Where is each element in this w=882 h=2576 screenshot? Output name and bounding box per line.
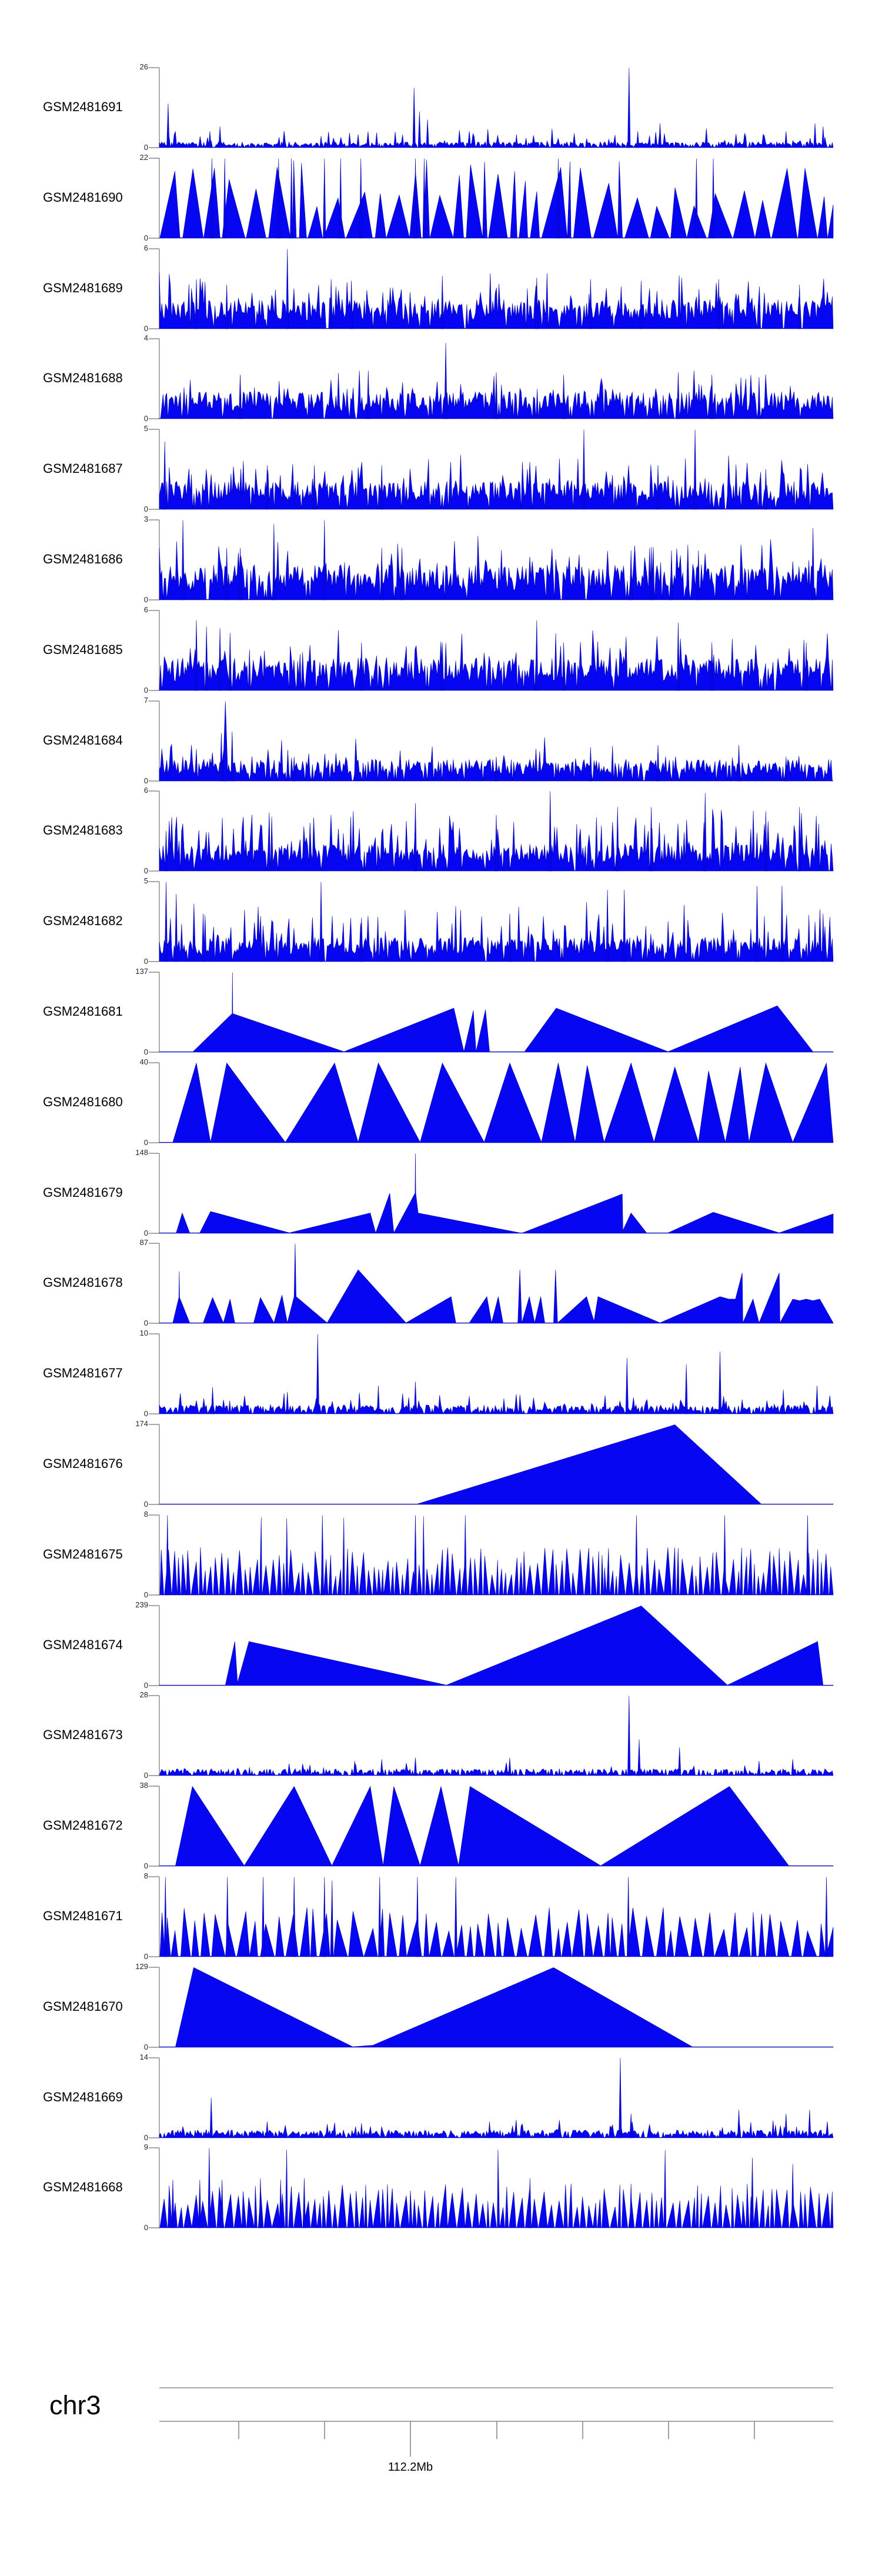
y-zero-tick-label: 0: [143, 233, 148, 242]
genome-axis-ruler: [149, 2376, 834, 2476]
signal-area: [159, 1606, 833, 1686]
signal-area: [159, 1968, 833, 2048]
y-axis-bracket: [149, 1243, 159, 1323]
y-axis-bracket: [149, 2058, 159, 2138]
track-row: [0, 243, 882, 333]
y-zero-tick-label: 0: [143, 595, 148, 604]
track-plot: [149, 790, 836, 872]
y-max-tick-label: 174: [135, 1419, 148, 1428]
track-row: [0, 515, 882, 604]
y-zero-tick-label: 0: [143, 1952, 148, 1961]
track-row: [0, 1781, 882, 1870]
y-max-tick-label: 10: [139, 1329, 148, 1337]
y-axis-bracket: [149, 68, 159, 148]
y-axis-bracket: [149, 1424, 159, 1504]
y-axis-bracket: [149, 429, 159, 509]
track-label: GSM2481670: [43, 1998, 123, 2014]
y-zero-tick-label: 0: [143, 1047, 148, 1056]
y-axis-bracket: [149, 1606, 159, 1686]
track-plot: [149, 1243, 836, 1324]
signal-area: [210, 2058, 811, 2138]
track-row: [0, 876, 882, 966]
y-zero-tick-label: 0: [143, 1409, 148, 1418]
signal-area: [167, 68, 825, 148]
track-label: GSM2481671: [43, 1908, 123, 1923]
y-axis-bracket: [149, 249, 159, 329]
y-axis-bracket: [149, 972, 159, 1052]
y-zero-tick-label: 0: [143, 2043, 148, 2051]
signal-area: [159, 1063, 833, 1143]
signal-area: [159, 1787, 833, 1867]
track-label: GSM2481685: [43, 642, 123, 657]
y-max-tick-label: 148: [135, 1148, 148, 1157]
track-row: [0, 1510, 882, 1599]
track-plot: [149, 67, 836, 149]
y-zero-tick-label: 0: [143, 957, 148, 966]
track-plot: [149, 1967, 836, 2048]
signal-area: [159, 455, 833, 509]
track-row: [0, 1148, 882, 1237]
track-plot: [149, 700, 836, 782]
y-max-tick-label: 6: [143, 243, 148, 252]
track-plot: [149, 158, 836, 239]
signal-area: [159, 2120, 833, 2138]
y-axis-bracket: [149, 1877, 159, 1957]
y-max-tick-label: 9: [143, 2143, 148, 2151]
track-label: GSM2481672: [43, 1817, 123, 1833]
axis-tick-label: 112.2Mb: [387, 2461, 433, 2474]
signal-area: [159, 973, 833, 1053]
track-row: [0, 1962, 882, 2051]
track-label: GSM2481680: [43, 1094, 123, 1109]
y-max-tick-label: 137: [135, 967, 148, 976]
y-max-tick-label: 6: [143, 605, 148, 614]
track-label: GSM2481668: [43, 2179, 123, 2194]
signal-area: [159, 1154, 833, 1234]
y-zero-tick-label: 0: [143, 1500, 148, 1509]
signal-area: [159, 1425, 833, 1505]
track-row: [0, 2053, 882, 2142]
track-label: GSM2481675: [43, 1546, 123, 1561]
signal-area: [159, 536, 833, 600]
y-axis-bracket: [149, 158, 159, 238]
y-max-tick-label: 239: [135, 1600, 148, 1609]
y-max-tick-label: 22: [139, 153, 148, 162]
y-max-tick-label: 8: [143, 1510, 148, 1519]
track-plot: [149, 1424, 836, 1506]
track-label: GSM2481682: [43, 913, 123, 928]
track-label: GSM2481691: [43, 99, 123, 114]
y-axis-bracket: [149, 1515, 159, 1595]
y-zero-tick-label: 0: [143, 2223, 148, 2232]
track-row: [0, 333, 882, 423]
y-zero-tick-label: 0: [143, 1138, 148, 1147]
signal-area: [159, 902, 833, 962]
y-zero-tick-label: 0: [143, 686, 148, 695]
y-max-tick-label: 4: [143, 333, 148, 342]
track-row: [0, 605, 882, 695]
track-label: GSM2481669: [43, 2089, 123, 2104]
track-row: [0, 1238, 882, 1327]
y-max-tick-label: 5: [143, 876, 148, 885]
y-zero-tick-label: 0: [143, 324, 148, 333]
y-axis-bracket: [149, 520, 159, 600]
track-label: GSM2481688: [43, 370, 123, 385]
signal-area: [159, 1516, 833, 1595]
y-axis-bracket: [149, 882, 159, 962]
track-plot: [149, 248, 836, 330]
y-axis-bracket: [149, 610, 159, 690]
y-zero-tick-label: 0: [143, 866, 148, 875]
y-axis-bracket: [149, 1967, 159, 2047]
signal-area: [159, 1244, 833, 1324]
y-axis-bracket: [149, 1786, 159, 1866]
track-row: [0, 786, 882, 875]
track-label: GSM2481673: [43, 1727, 123, 1742]
y-max-tick-label: 5: [143, 424, 148, 433]
signal-area: [159, 1763, 833, 1776]
signal-area: [159, 272, 833, 329]
y-max-tick-label: 87: [139, 1238, 148, 1247]
y-zero-tick-label: 0: [143, 505, 148, 513]
track-row: [0, 1690, 882, 1780]
y-max-tick-label: 6: [143, 786, 148, 795]
track-plot: [149, 2057, 836, 2139]
track-plot: [149, 1876, 836, 1958]
y-zero-tick-label: 0: [143, 1319, 148, 1327]
y-max-tick-label: 14: [139, 2053, 148, 2061]
track-row: [0, 62, 882, 152]
y-max-tick-label: 3: [143, 515, 148, 523]
track-row: [0, 1057, 882, 1147]
track-plot: [149, 610, 836, 692]
y-axis-bracket: [149, 791, 159, 871]
track-plot: [149, 429, 836, 510]
track-plot: [149, 1153, 836, 1234]
track-label: GSM2481686: [43, 551, 123, 566]
signal-area: [353, 1696, 794, 1776]
y-zero-tick-label: 0: [143, 1590, 148, 1599]
track-row: [0, 1419, 882, 1509]
y-zero-tick-label: 0: [143, 1771, 148, 1780]
track-label: GSM2481678: [43, 1274, 123, 1290]
y-zero-tick-label: 0: [143, 143, 148, 152]
y-axis-bracket: [149, 2148, 159, 2228]
y-axis-bracket: [149, 339, 159, 419]
track-plot: [149, 2147, 836, 2229]
chromosome-label: chr3: [49, 2390, 101, 2420]
track-plot: [149, 881, 836, 963]
track-plot: [149, 1333, 836, 1415]
y-axis-bracket: [149, 1153, 159, 1233]
track-label: GSM2481689: [43, 280, 123, 295]
track-row: [0, 153, 882, 242]
track-plot: [149, 1605, 836, 1687]
track-plot: [149, 972, 836, 1053]
track-row: [0, 1329, 882, 1418]
y-max-tick-label: 28: [139, 1690, 148, 1699]
track-label: GSM2481677: [43, 1365, 123, 1380]
signal-area: [211, 1334, 818, 1414]
signal-area: [159, 1881, 833, 1957]
track-label: GSM2481679: [43, 1184, 123, 1200]
track-plot: [149, 1514, 836, 1596]
track-label: GSM2481690: [43, 189, 123, 205]
track-row: [0, 696, 882, 785]
track-label: GSM2481681: [43, 1003, 123, 1019]
track-row: [0, 424, 882, 513]
track-label: GSM2481674: [43, 1637, 123, 1652]
y-max-tick-label: 129: [135, 1962, 148, 1971]
y-max-tick-label: 7: [143, 696, 148, 705]
y-zero-tick-label: 0: [143, 1229, 148, 1237]
y-axis-bracket: [149, 1334, 159, 1414]
y-zero-tick-label: 0: [143, 1681, 148, 1690]
track-label: GSM2481684: [43, 732, 123, 748]
y-max-tick-label: 38: [139, 1781, 148, 1790]
y-zero-tick-label: 0: [143, 1861, 148, 1870]
signal-area: [159, 128, 833, 148]
track-label: GSM2481683: [43, 822, 123, 837]
signal-area: [159, 630, 833, 690]
track-label: GSM2481687: [43, 461, 123, 476]
track-plot: [149, 1062, 836, 1144]
track-plot: [149, 1695, 836, 1777]
signal-area: [159, 1393, 833, 1414]
y-axis-bracket: [149, 701, 159, 781]
track-row: [0, 2143, 882, 2232]
track-plot: [149, 519, 836, 601]
track-label: GSM2481676: [43, 1456, 123, 1471]
y-zero-tick-label: 0: [143, 2133, 148, 2142]
track-row: [0, 1871, 882, 1961]
y-axis-bracket: [149, 1063, 159, 1143]
y-max-tick-label: 40: [139, 1057, 148, 1066]
y-zero-tick-label: 0: [143, 414, 148, 423]
track-row: [0, 1600, 882, 1690]
track-row: [0, 967, 882, 1056]
y-zero-tick-label: 0: [143, 776, 148, 785]
y-axis-bracket: [149, 1696, 159, 1776]
y-max-tick-label: 8: [143, 1871, 148, 1880]
track-plot: [149, 338, 836, 420]
ruler-lines: [159, 2388, 833, 2457]
y-max-tick-label: 26: [139, 62, 148, 71]
track-plot: [149, 1786, 836, 1867]
signal-area: [164, 1877, 828, 1957]
signal-area: [159, 160, 833, 238]
